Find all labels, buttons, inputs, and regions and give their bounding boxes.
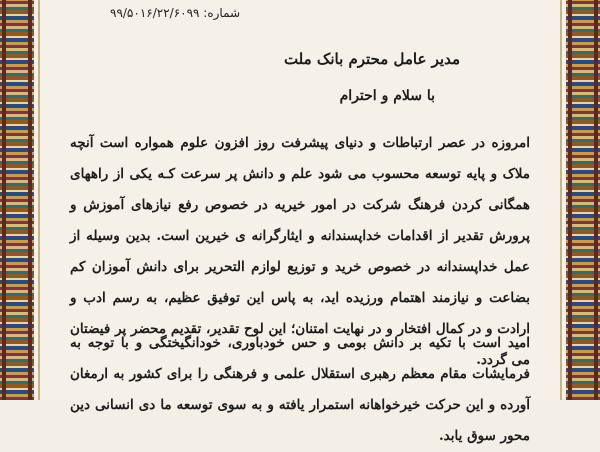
paragraph-1: امروزه در عصر ارتباطات و دنیای پیشرفت روز افزون علوم همواره است آنچه ملاک و پایه توسعه محسوب می شود علم و دانش پر سرعت کـه یکی از راههای همگانی کردن فرهنگ شرکت در امور خیریه در خصوص رفع نیازهای آموزش و پرورش تقدیر از اقدامات خداپسندانه و ایثارگرانه ی خیرین است. بدین وسیله از عمل خداپسندانه در خصوص خرید و توزیع لوازم التحریر برای دانش آموزان کم بضاعت و نیازمند اهتمام ورزیده اید، به پاس این توفیق عظیم، به رسم ادب و ارادت و در کمال افتخار و در نهایت امتنان؛ این لوح تقدیر، تقدیم محضر پر فیضتان می گردد. (70, 135, 530, 368)
paragraph-2: امید است با تکیه بر دانش بومی و حس خودباوری، خودانگیختگی و با توجه به فرمایشات مقام معظم رهبری استقلال علمی و فرهنگی را برای کشور به ارمغان آورده و این حرکت خیرخواهانه استمرار یافته و به سوی توسعه ما دی انسانی دین محور سوق یابد. (70, 335, 530, 444)
border-line-left (38, 0, 40, 400)
addressee: مدیر عامل محترم بانک ملت (283, 50, 460, 68)
reference-number: شماره: ۹۹/۵۰۱۶/۲۲/۶۰۹۹ (110, 6, 241, 20)
border-line-right (560, 0, 562, 400)
ornamental-border-right (566, 0, 600, 400)
letter-body (70, 0, 530, 444)
ornamental-border-left (0, 0, 34, 400)
greeting: با سلام و احترام (339, 88, 435, 104)
